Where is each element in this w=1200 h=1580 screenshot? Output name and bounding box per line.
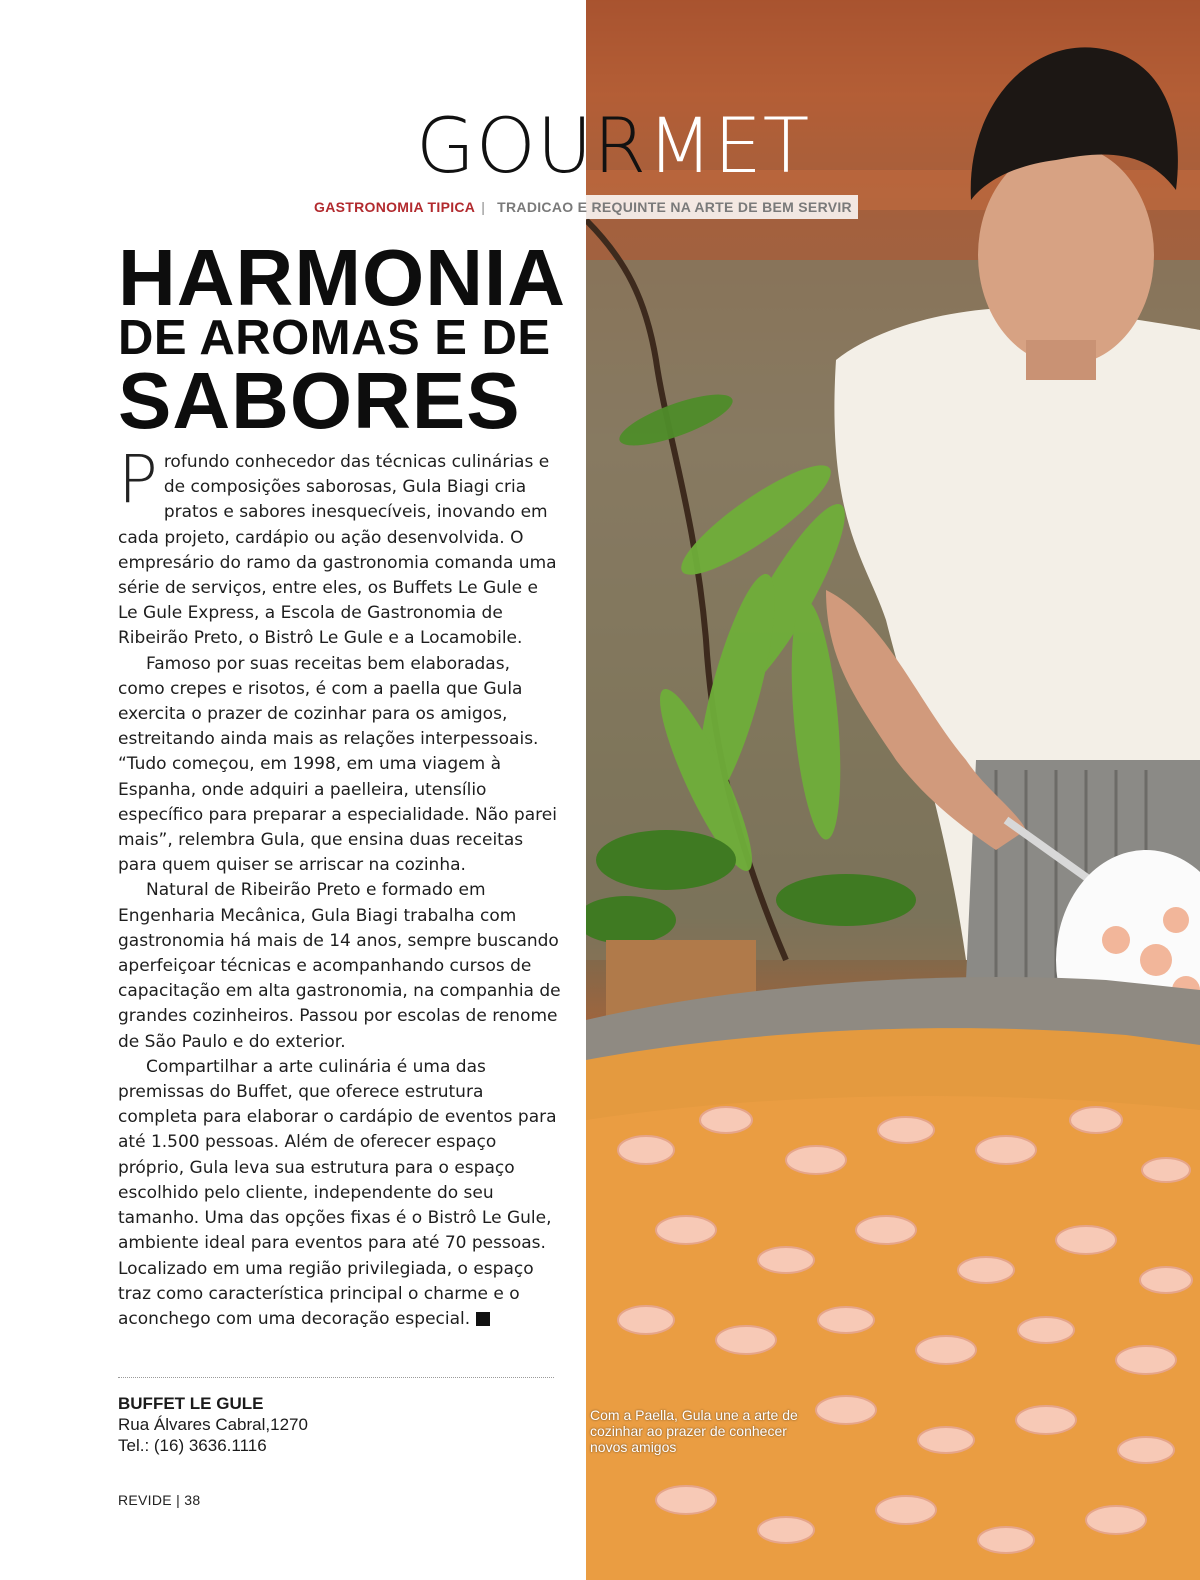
category-separator: |	[481, 199, 486, 215]
headline-line-1: HARMONIA	[118, 233, 566, 322]
contact-phone: Tel.: (16) 3636.1116	[118, 1436, 267, 1455]
section-title-dark: GOUR	[416, 101, 648, 190]
photo-caption: Com a Paella, Gula une a arte de cozinhar ao prazer de conhecer novos amigos	[590, 1407, 798, 1455]
section-title	[416, 101, 811, 190]
paragraph-2: Famoso por suas receitas bem elaboradas, como crepes e risotos, é com a paella que Gula exercita o prazer de cozinhar para os amigos, estreitando ainda mais as relações interpessoais. “Tudo começou, em 1998, em uma viagem à Espanha, onde adquiri a paelleira, utensílio específico para preparar a especialidade. Não parei mais”, relembra Gula, que ensina duas receitas para quem quiser se arriscar na cozinha.	[118, 653, 557, 876]
article-body	[118, 441, 562, 1332]
paragraph-3: Natural de Ribeirão Preto e formado em Engenharia Mecânica, Gula Biagi trabalha com gastronomia há mais de 14 anos, sempre buscando aperfeiçoar técnicas e acompanhando cursos de capacitação em alta gastronomia, na companhia de grandes cozinheiros. Passou por escolas de renome de São Paulo e do exterior.	[118, 880, 561, 1052]
contact-name: BUFFET LE GULE	[118, 1394, 264, 1413]
article-photo	[586, 0, 1200, 1580]
category-label: GASTRONOMIA TIPICA	[314, 199, 476, 215]
paragraph-4	[118, 1055, 562, 1332]
divider	[118, 1377, 554, 1378]
page-footer: REVIDE | 38	[118, 1492, 201, 1508]
contact-address: Rua Álvares Cabral,1270	[118, 1415, 308, 1434]
chef-paella-illustration	[586, 0, 1200, 1580]
headline-line-3: SABORES	[118, 356, 521, 445]
contact-box	[118, 1393, 308, 1456]
drop-cap: P	[118, 441, 158, 518]
section-subheader	[306, 192, 866, 222]
section-title-light: MET	[647, 101, 811, 190]
subtitle-label: TRADICAO E REQUINTE NA ARTE DE BEM SERVIR	[491, 195, 858, 219]
article-headline	[118, 233, 566, 445]
paragraph-1	[118, 441, 562, 652]
end-of-article-icon: r	[476, 1312, 490, 1326]
paragraph-1-text: rofundo conhecedor das técnicas culinárias e de composições saborosas, Gula Biagi cria pratos e sabores inesquecíveis, inovando em cada projeto, cardápio ou ação desenvolvida. O empresário do ramo da gastronomia comanda uma série de serviços, entre eles, os Buffets Le Gule e Le Gule Express, a Escola de Gastronomia de Ribeirão Preto, o Bistrô Le Gule e a Locamobile.	[118, 452, 557, 649]
headline-line-2: DE AROMAS E DE	[118, 311, 551, 365]
paragraph-4-text: Compartilhar a arte culinária é uma das premissas do Buffet, que oferece estrutura completa para elaborar o cardápio de eventos para até 1.500 pessoas. Além de oferecer espaço próprio, Gula leva sua estrutura para o espaço escolhido pelo cliente, independente do seu tamanho. Uma das opções fixas é o Bistrô Le Gule, ambiente ideal para eventos para até 70 pessoas. Localizado em uma região privilegiada, o espaço traz como característica principal o charme e o aconchego com uma decoração especial.	[118, 1056, 557, 1329]
